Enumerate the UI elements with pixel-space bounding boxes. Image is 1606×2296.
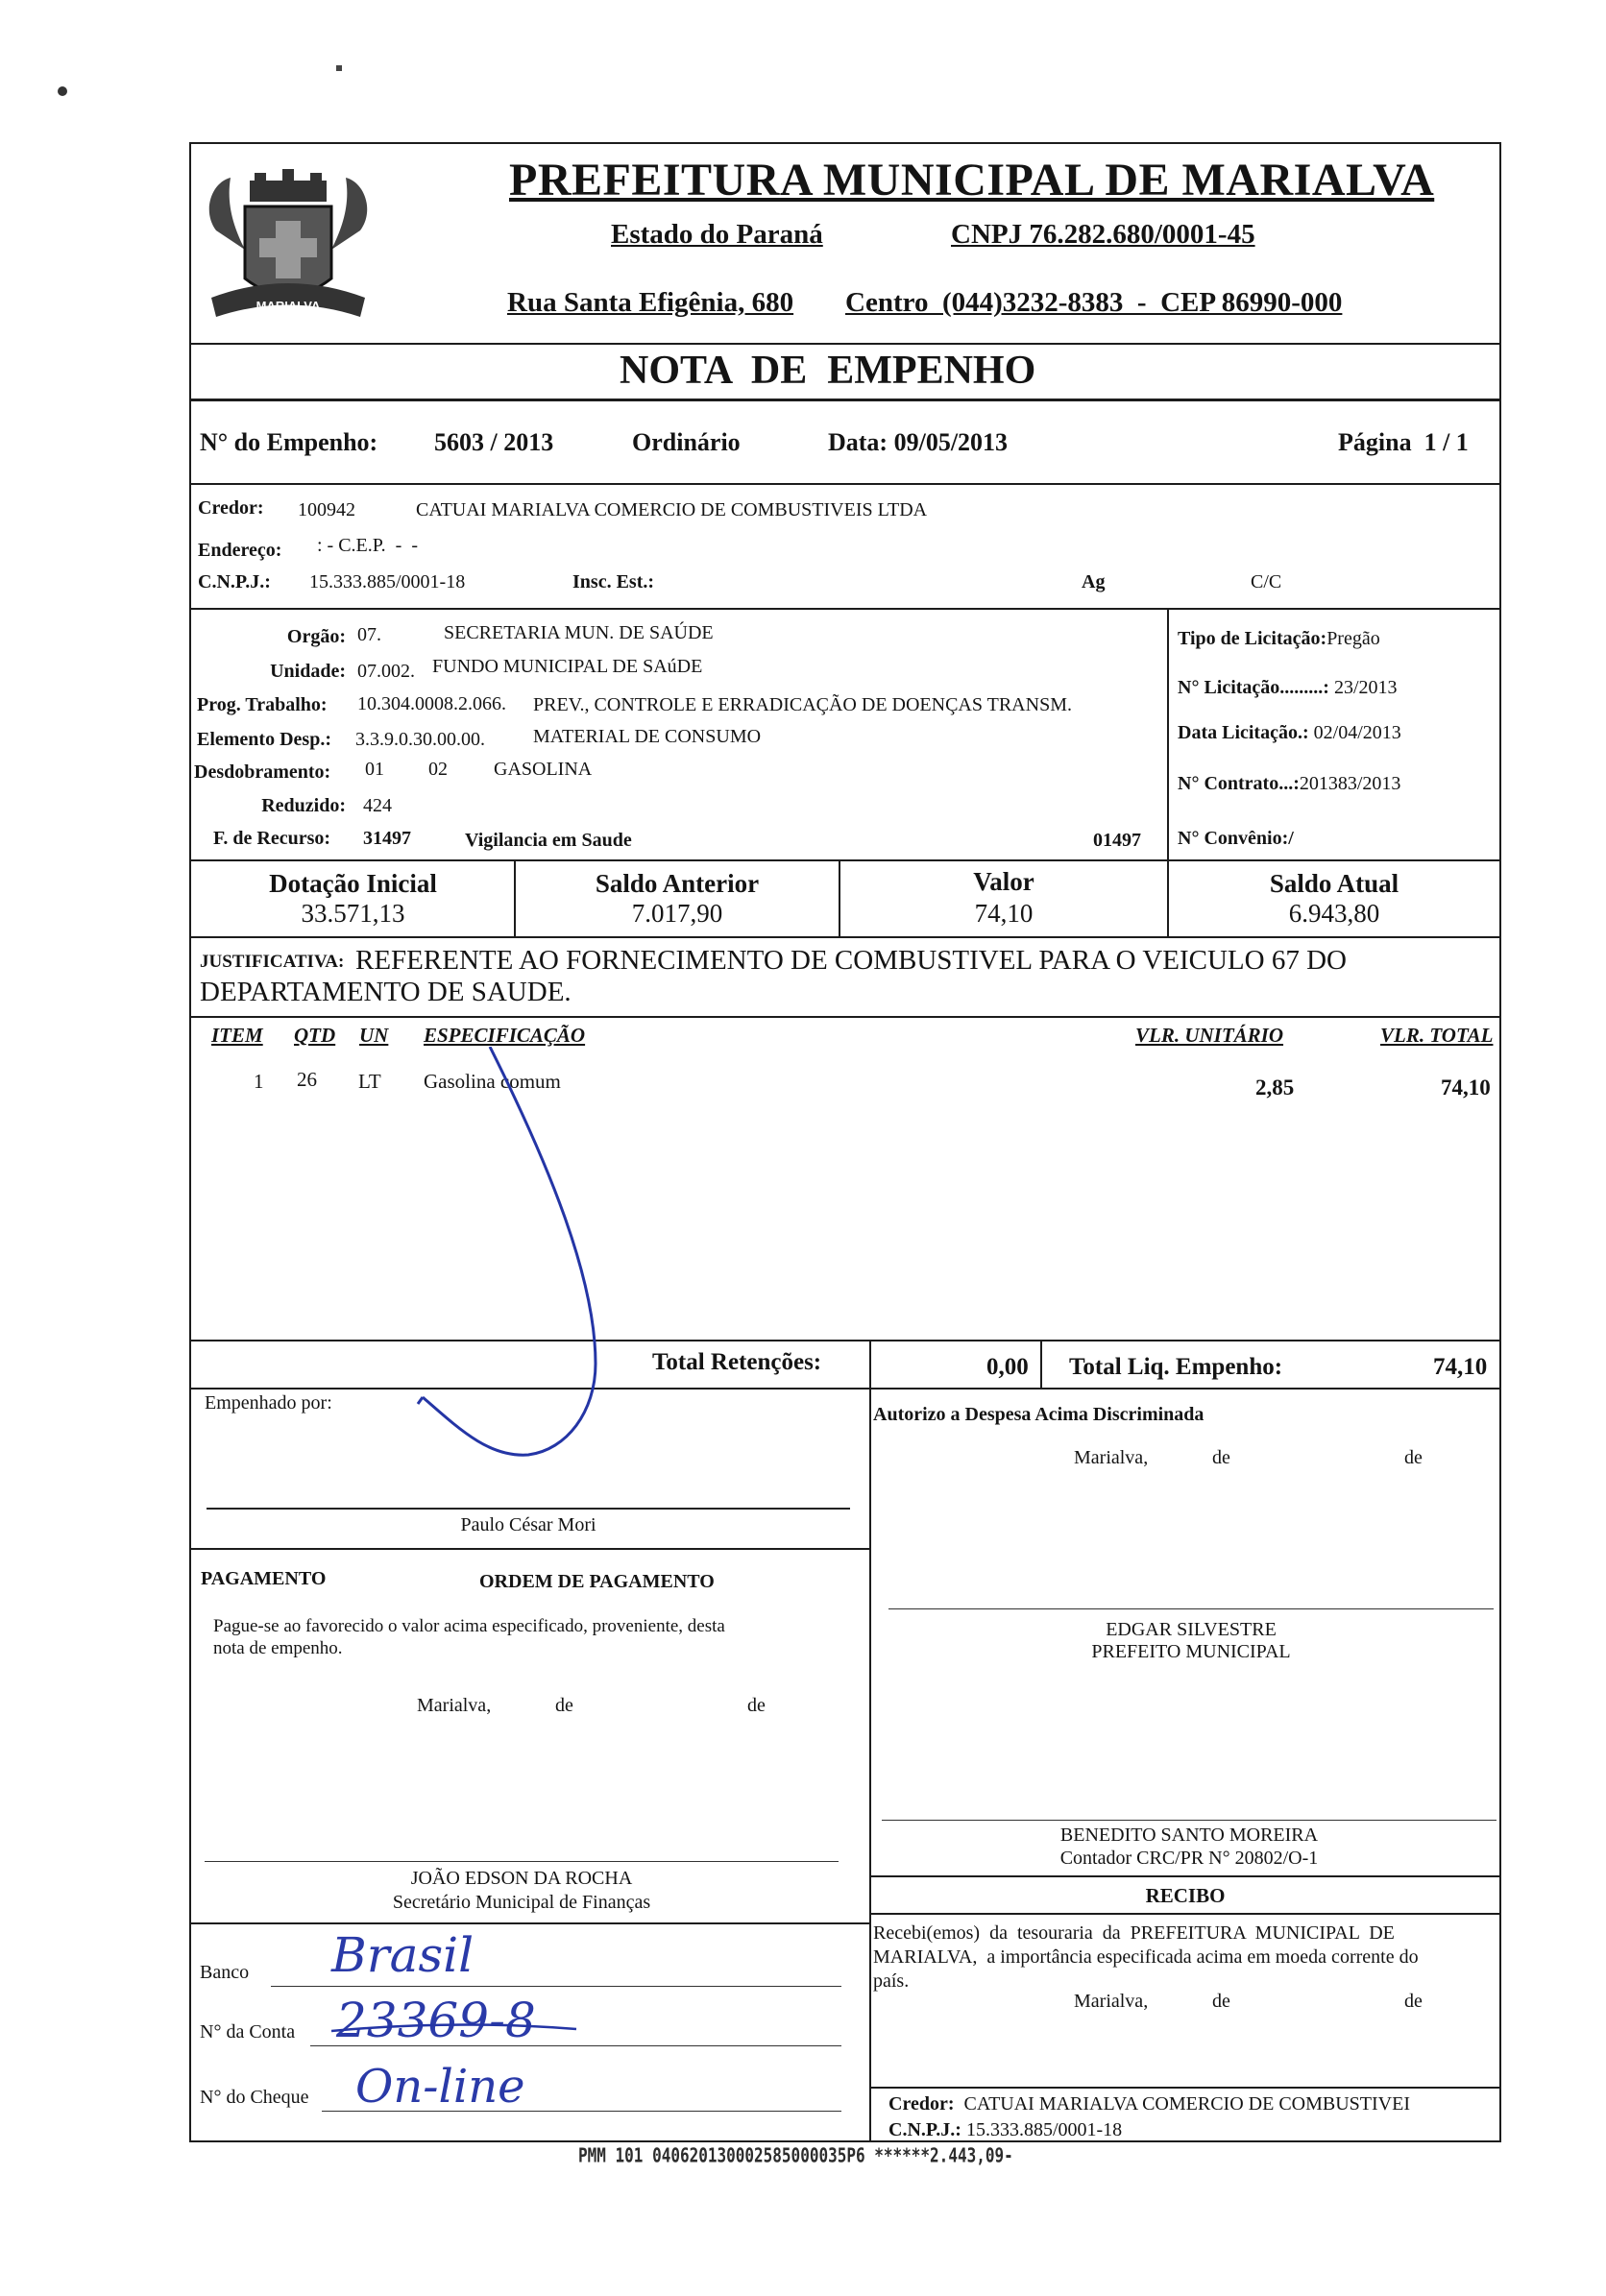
desdobramento-b: 02 (428, 759, 448, 780)
total-liq-value: 74,10 (1433, 1354, 1488, 1380)
signature-stroke (403, 1047, 634, 1488)
licitacao-numero (1178, 677, 1398, 699)
pagamento-de2: de (747, 1695, 766, 1716)
licitacao-convenio: N° Convênio:/ (1178, 828, 1294, 849)
pagamento-text1: Pague-se ao favorecido o valor acima especificado, proveniente, desta (213, 1616, 725, 1636)
elemento-label: Elemento Desp.: (197, 729, 331, 750)
orgao-code: 07. (357, 624, 381, 645)
autorizo-city: Marialva, (1074, 1447, 1149, 1468)
recibo-line3: país. (873, 1970, 910, 1992)
municipality-address: Rua Santa Efigênia, 680 (507, 287, 794, 318)
credor-footer-name: CATUAI MARIALVA COMERCIO DE COMBUSTIVEI (963, 2093, 1410, 2115)
licitacao-contrato-value: 201383/2013 (1299, 773, 1401, 794)
licitacao-data-value: 02/04/2013 (1313, 722, 1401, 743)
saldo-anterior-label: Saldo Anterior (595, 869, 760, 898)
saldo-atual-label: Saldo Atual (1269, 869, 1399, 898)
empenhado-label: Empenhado por: (205, 1392, 332, 1414)
valor-label: Valor (973, 867, 1034, 896)
total-retencoes-label: Total Retenções: (652, 1349, 822, 1375)
credor-footer-cnpj-value: 15.333.885/0001-18 (965, 2119, 1123, 2140)
orgao-name: SECRETARIA MUN. DE SAÚDE (444, 622, 714, 643)
valor-value: 74,10 (974, 899, 1034, 928)
licitacao-tipo (1178, 628, 1380, 650)
document-title: NOTA DE EMPENHO (620, 349, 1036, 393)
ordem-pagamento-title: ORDEM DE PAGAMENTO (479, 1571, 715, 1592)
unidade-label: Unidade: (270, 661, 346, 682)
licitacao-tipo-value: Pregão (1326, 628, 1380, 649)
credor-code: 100942 (298, 499, 355, 520)
unidade-name: FUNDO MUNICIPAL DE SAúDE (432, 656, 703, 677)
justificativa-line1: REFERENTE AO FORNECIMENTO DE COMBUSTIVEL PARA O VEICULO 67 DO (355, 945, 1347, 976)
reduzido-value: 424 (363, 795, 392, 816)
bank-stamp: PMM 101 040620130002585000035P6 ******2.443,09- (578, 2143, 1013, 2167)
credor-name: CATUAI MARIALVA COMERCIO DE COMBUSTIVEIS LTDA (416, 499, 928, 520)
credor-footer-cnpj-label: C.N.P.J.: (888, 2119, 961, 2140)
licitacao-tipo-label: Tipo de Licitação: (1178, 628, 1327, 649)
secretario-name: JOÃO EDSON DA ROCHA (410, 1868, 633, 1889)
recurso-right: 01497 (1093, 830, 1141, 851)
recibo-city: Marialva, (1074, 1991, 1149, 2012)
pagamento-text2: nota de empenho. (213, 1638, 343, 1658)
cnpj-value: 15.333.885/0001-18 (309, 571, 466, 592)
row-espec: Gasolina comum (424, 1070, 561, 1093)
cc-label: C/C (1251, 571, 1282, 592)
prog-name: PREV., CONTROLE E ERRADICAÇÃO DE DOENÇAS TRANSM. (533, 694, 1072, 715)
pagamento-de1: de (555, 1695, 573, 1716)
cnpj-label: C.N.P.J.: (198, 571, 271, 592)
total-liq-label: Total Liq. Empenho: (1069, 1354, 1283, 1380)
page-indicator: Página 1 / 1 (1338, 428, 1469, 456)
empenho-number: 5603 / 2013 (434, 428, 554, 456)
endereco-label: Endereço: (198, 540, 282, 561)
total-retencoes-value: 0,00 (986, 1354, 1029, 1380)
conta-signature: 23369-8 (336, 1993, 536, 2048)
coat-of-arms (197, 154, 379, 341)
recibo-title: RECIBO (1145, 1884, 1226, 1907)
empenho-label: N° do Empenho: (200, 428, 378, 456)
credor-footer (888, 2093, 1410, 2115)
elemento-code: 3.3.9.0.30.00.00. (355, 729, 485, 750)
reduzido-label: Reduzido: (261, 795, 346, 816)
empenho-date: Data: 09/05/2013 (828, 428, 1009, 456)
elemento-name: MATERIAL DE CONSUMO (533, 726, 762, 747)
col-header-qtd: QTD (294, 1024, 336, 1047)
recurso-name: Vigilancia em Saude (465, 830, 632, 851)
row-un: LT (358, 1070, 381, 1093)
justificativa-line2: DEPARTAMENTO DE SAUDE. (200, 977, 572, 1007)
licitacao-data (1178, 722, 1401, 744)
scan-mark (58, 86, 67, 96)
desdobramento-label: Desdobramento: (194, 761, 331, 783)
municipality-title: PREFEITURA MUNICIPAL DE MARIALVA (509, 155, 1435, 205)
autorizo-de1: de (1212, 1447, 1230, 1468)
recibo-de2: de (1404, 1991, 1423, 2012)
row-unitario: 2,85 (1255, 1075, 1295, 1100)
prefeito-name: EDGAR SILVESTRE (1106, 1619, 1277, 1640)
banco-signature: Brasil (331, 1927, 474, 1983)
col-header-unitario: VLR. UNITÁRIO (1135, 1024, 1284, 1047)
recibo-line1: Recebi(emos) da tesouraria da PREFEITURA MUNICIPAL DE (873, 1922, 1395, 1944)
unidade-code: 07.002. (357, 661, 415, 682)
credor-footer-cnpj (888, 2119, 1122, 2141)
table-row (192, 1066, 1498, 1104)
licitacao-contrato (1178, 773, 1400, 795)
secretario-role: Secretário Municipal de Finanças (392, 1892, 651, 1913)
col-header-total: VLR. TOTAL (1380, 1024, 1494, 1047)
licitacao-data-label: Data Licitação.: (1178, 722, 1309, 743)
recurso-code: 31497 (363, 828, 411, 849)
municipality-cnpj: CNPJ 76.282.680/0001-45 (951, 219, 1255, 250)
conta-underline-stroke (331, 2012, 581, 2041)
row-qtd: 26 (297, 1068, 317, 1091)
autorizo-title: Autorizo a Despesa Acima Discriminada (873, 1404, 1204, 1425)
recurso-label: F. de Recurso: (213, 828, 331, 849)
credor-footer-label: Credor: (888, 2093, 955, 2115)
recibo-de1: de (1212, 1991, 1230, 2012)
empenhado-name: Paulo César Mori (460, 1514, 596, 1535)
state-name: Estado do Paraná (611, 219, 823, 250)
prefeito-role: PREFEITO MUNICIPAL (1091, 1641, 1291, 1662)
row-total: 74,10 (1441, 1075, 1491, 1100)
col-header-item: ITEM (211, 1024, 263, 1047)
desdobramento-a: 01 (365, 759, 384, 780)
scan-mark (336, 65, 342, 71)
municipality-address-rest: Centro (044)3232-8383 - CEP 86990-000 (845, 287, 1343, 318)
pagamento-label: PAGAMENTO (201, 1568, 327, 1589)
saldo-anterior-value: 7.017,90 (631, 899, 723, 928)
dotacao-label: Dotação Inicial (269, 869, 437, 898)
ag-label: Ag (1082, 571, 1106, 592)
saldo-atual-value: 6.943,80 (1288, 899, 1380, 928)
cheque-signature: On-line (355, 2060, 525, 2114)
recibo-line2: MARIALVA, a importância especificada acima em moeda corrente do (873, 1946, 1419, 1968)
coat-of-arms-text: MARIALVA (256, 299, 321, 313)
licitacao-numero-value: 23/2013 (1333, 677, 1398, 698)
col-header-un: UN (359, 1024, 389, 1047)
pagamento-city: Marialva, (417, 1695, 492, 1716)
banco-label: Banco (200, 1962, 250, 1983)
endereco-value: : - C.E.P. - - (317, 535, 418, 556)
prog-code: 10.304.0008.2.066. (357, 693, 506, 714)
prog-label: Prog. Trabalho: (197, 694, 328, 715)
contador-role: Contador CRC/PR N° 20802/O-1 (1059, 1848, 1319, 1869)
justificativa-label: JUSTIFICATIVA: (200, 952, 345, 972)
cheque-label: N° do Cheque (200, 2087, 309, 2108)
autorizo-de2: de (1404, 1447, 1423, 1468)
desdobramento-name: GASOLINA (494, 759, 593, 780)
licitacao-contrato-label: N° Contrato...: (1178, 773, 1300, 794)
empenho-type: Ordinário (632, 428, 741, 456)
licitacao-numero-label: N° Licitação.........: (1178, 677, 1329, 698)
credor-label: Credor: (198, 497, 264, 519)
conta-label: N° da Conta (200, 2021, 296, 2042)
contador-name: BENEDITO SANTO MOREIRA (1059, 1825, 1319, 1846)
row-item: 1 (254, 1070, 264, 1093)
dotacao-value: 33.571,13 (301, 899, 405, 928)
col-header-espec: ESPECIFICAÇÃO (424, 1024, 586, 1047)
insc-est-label: Insc. Est.: (572, 571, 655, 592)
orgao-label: Orgão: (286, 626, 346, 647)
